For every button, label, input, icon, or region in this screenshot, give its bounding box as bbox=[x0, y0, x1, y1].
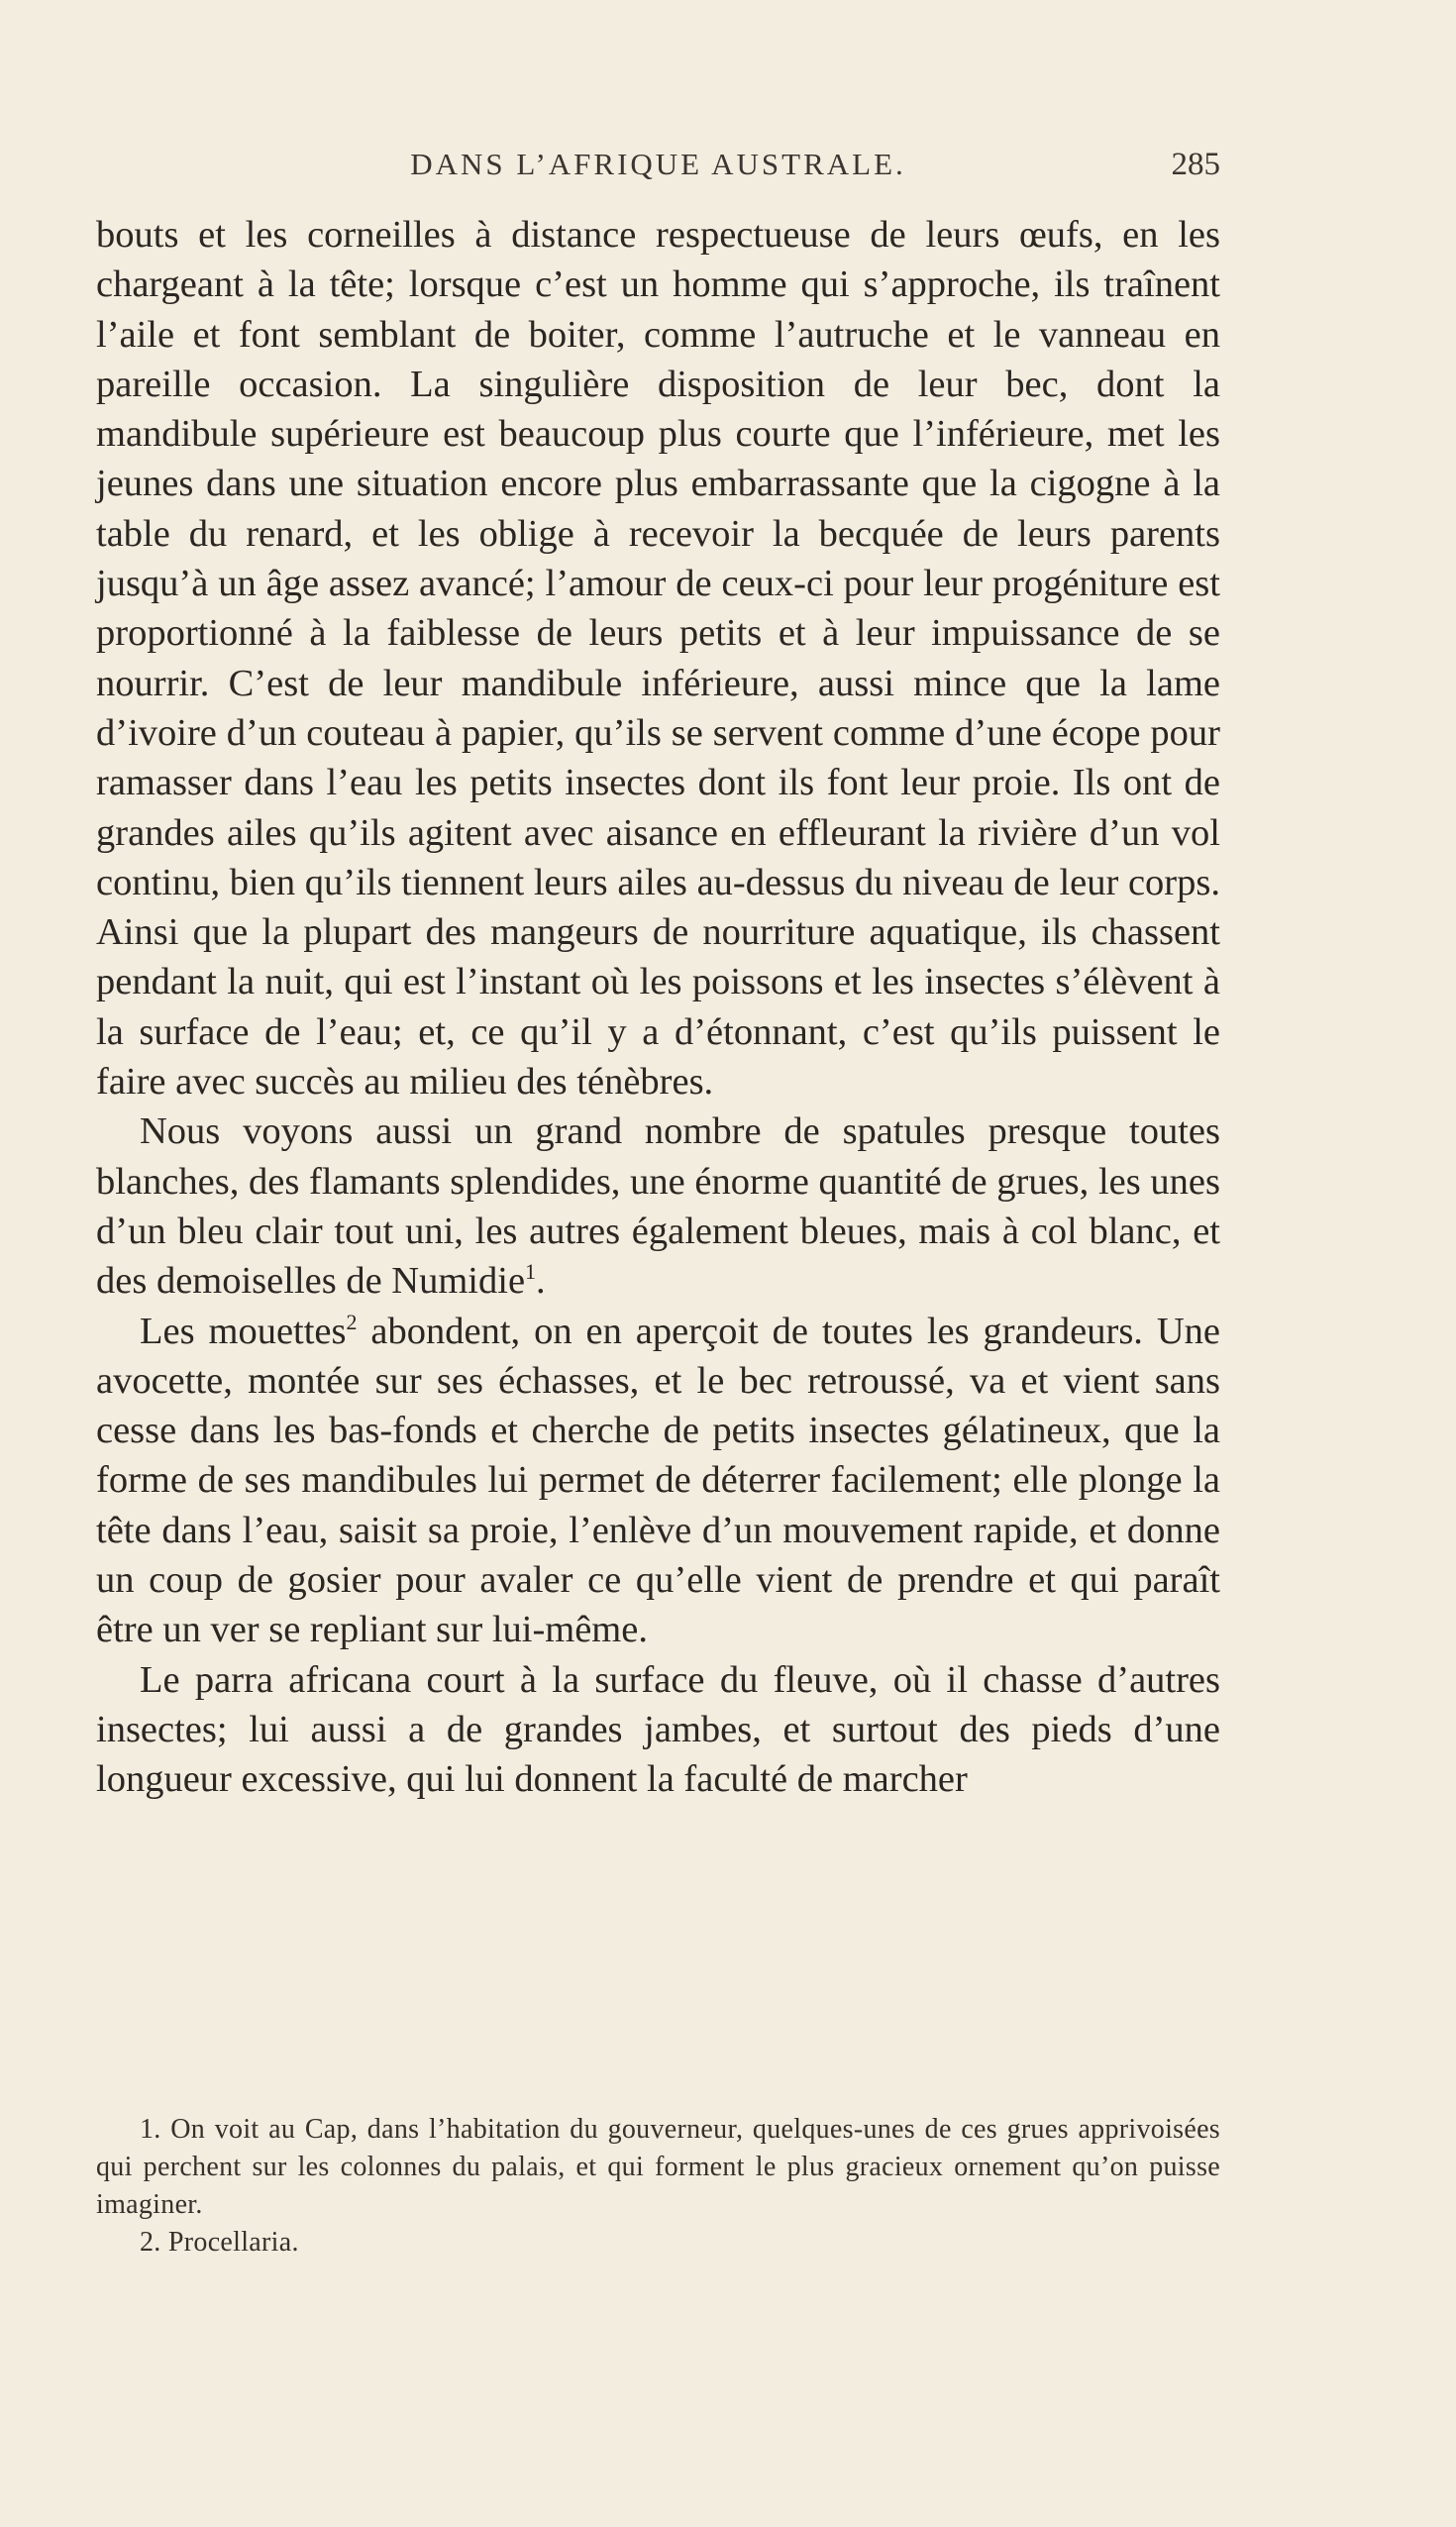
footnote-ref-1: 1 bbox=[525, 1259, 537, 1285]
running-title: DANS L’AFRIQUE AUSTRALE. bbox=[410, 147, 906, 181]
paragraph-gulls bbox=[96, 1307, 1220, 1655]
footnotes bbox=[96, 2111, 1220, 2262]
running-header bbox=[96, 147, 1220, 186]
footnote-2: 2. Procellaria. bbox=[140, 2227, 299, 2258]
footnote-1: 1. On voit au Cap, dans l’habitation du gouverneur, quelques-unes de ces grues apprivoisées qui perchent sur les colonnes du palais, et qui forment le plus gracieux ornement qu’on puisse imaginer. bbox=[96, 2114, 1220, 2220]
footnote-ref-2: 2 bbox=[346, 1309, 358, 1334]
paragraph-end: . bbox=[536, 1260, 546, 1303]
body-text bbox=[96, 210, 1220, 1805]
paragraph-text: abondent, on en aperçoit de toutes les grandeurs. Une avocette, montée sur ses échasses, et le bec retroussé, va et vient sans cesse dans les bas-fonds et cherche de petits insectes gélatineux, que la forme de ses mandibules lui permet de déterrer facilement; elle plonge la tête dans l’eau, saisit sa proie, l’enlève d’un mouvement rapide, et donne un coup de gosier pour avaler ce qu’elle vient de prendre et qui paraît être un ver se repliant sur lui-même. bbox=[96, 1310, 1220, 1651]
paragraph-spoonbills bbox=[96, 1106, 1220, 1306]
paragraph-start: Les mouettes bbox=[140, 1310, 347, 1352]
paragraph-continued: bouts et les corneilles à distance respectueuse de leurs œufs, en les chargeant à la tête; lorsque c’est un homme qui s’approche, ils traînent l’aile et font semblant de boiter, comme l’autruche et le vanneau en pareille occasion. La singulière disposition de leur bec, dont la mandibule supérieure est beaucoup plus courte que l’inférieure, met les jeunes dans une situation encore plus embarrassante que la cigogne à la table du renard, et les oblige à recevoir la becquée de leurs parents jusqu’à un âge assez avancé; l’amour de ceux-ci pour leur progéniture est proportionné à la faiblesse de leurs petits et à leur impuissance de se nourrir. C’est de leur mandibule inférieure, aussi mince que la lame d’ivoire d’un couteau à papier, qu’ils se servent comme d’une écope pour ramasser dans l’eau les petits insectes dont ils font leur proie. Ils ont de grandes ailes qu’ils agitent avec aisance en effleurant la rivière d’un vol continu, bien qu’ils tiennent leurs ailes au-dessus du niveau de leur corps. Ainsi que la plupart des mangeurs de nourriture aquatique, ils chassent pendant la nuit, qui est l’instant où les poissons et les insectes s’élèvent à la surface de l’eau; et, ce qu’il y a d’étonnant, c’est qu’ils puissent le faire avec succès au milieu des ténèbres. bbox=[96, 214, 1220, 1104]
paragraph-parra: Le parra africana court à la surface du fleuve, où il chasse d’autres insectes; lui aussi a de grandes jambes, et surtout des pieds d’une longueur excessive, qui lui donnent la faculté de marcher bbox=[96, 1658, 1220, 1801]
paragraph-text: Nous voyons aussi un grand nombre de spatules presque toutes blanches, des flamants splendides, une énorme quantité de grues, les unes d’un bleu clair tout uni, les autres également bleues, mais à col blanc, et des demoiselles de Numidie bbox=[96, 1110, 1220, 1303]
page-number: 285 bbox=[1171, 147, 1220, 182]
